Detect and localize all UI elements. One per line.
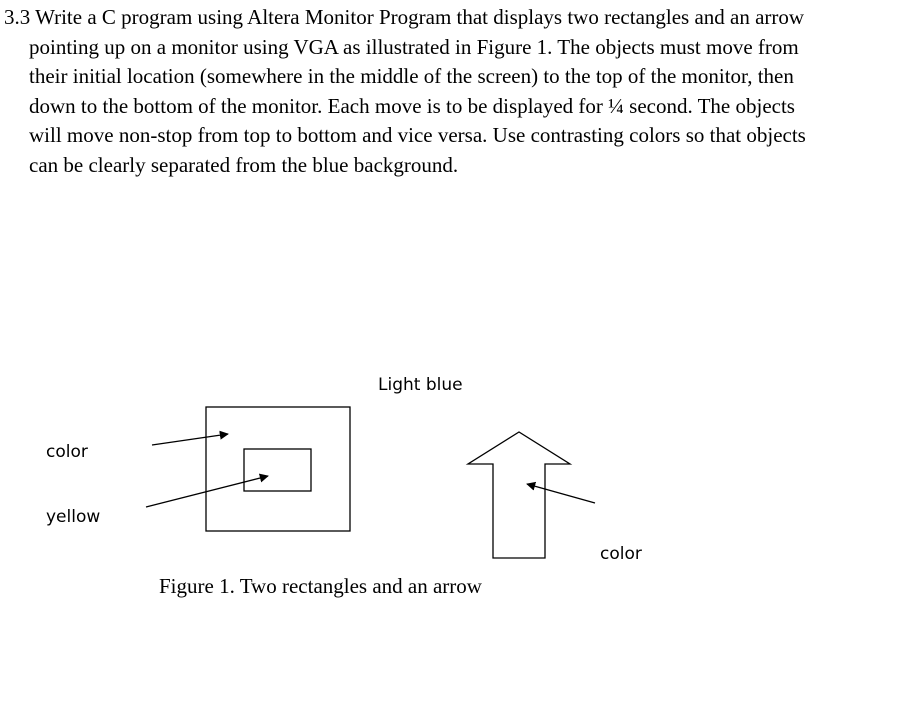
problem-line-1: 3.3 Write a C program using Altera Monitor Program that displays two rectangles and an arrow — [4, 5, 805, 29]
problem-line-2: pointing up on a monitor using VGA as illustrated in Figure 1. The objects must move from — [29, 34, 799, 59]
outer-rectangle — [206, 407, 350, 531]
problem-line-3: their initial location (somewhere in the middle of the screen) to the top of the monitor, then — [29, 64, 794, 88]
up-arrow-shape — [468, 432, 570, 558]
problem-line-4: down to the bottom of the monitor. Each move is to be displayed for ¼ second. The objects — [29, 93, 795, 118]
arrow-color-label: color — [600, 544, 642, 564]
problem-line-6: can be clearly separated from the blue background. — [29, 152, 459, 177]
inner-yellow-label: yellow — [46, 507, 101, 527]
problem-line-5: will move non-stop from top to bottom and vice versa. Use contrasting colors so that objects — [29, 123, 806, 147]
light-blue-label: Light blue — [378, 375, 463, 395]
outer-color-label: color — [46, 442, 88, 462]
inner-rectangle — [244, 449, 311, 491]
arrow-color-pointer — [527, 484, 595, 503]
figure-caption: Figure 1. Two rectangles and an arrow — [159, 574, 482, 598]
outer-color-pointer — [152, 434, 228, 445]
